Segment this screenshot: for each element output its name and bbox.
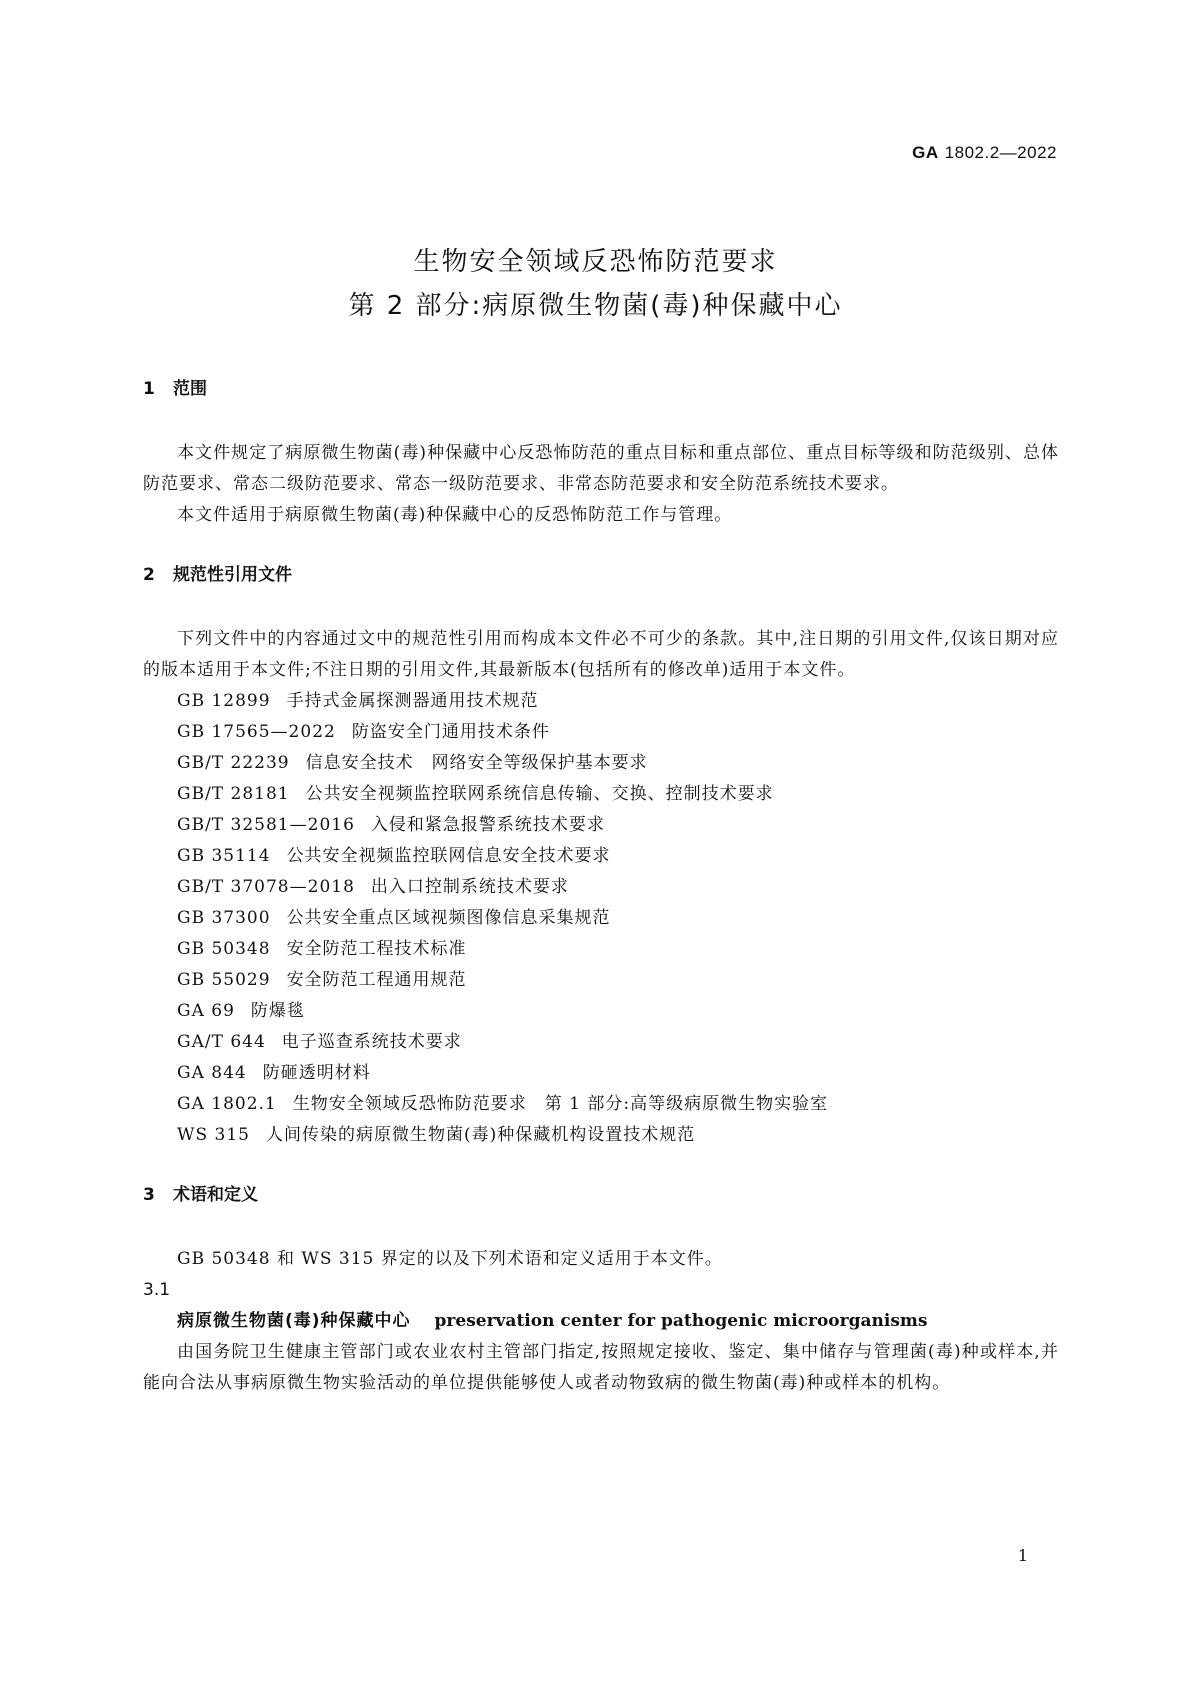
- reference-title: 手持式金属探测器通用技术规范: [286, 691, 539, 711]
- reference-title: 信息安全技术 网络安全等级保护基本要求: [305, 753, 648, 773]
- reference-item: [143, 1089, 1059, 1120]
- reference-code: GA 1802.1: [177, 1094, 277, 1114]
- reference-item: [143, 872, 1059, 903]
- reference-title: 公共安全视频监控联网信息安全技术要求: [286, 846, 611, 866]
- reference-code: GA/T 644: [177, 1032, 266, 1052]
- term-english: preservation center for pathogenic microorganisms: [434, 1311, 928, 1331]
- reference-code: GB 55029: [177, 970, 271, 990]
- reference-item: [143, 810, 1059, 841]
- reference-title: 出入口控制系统技术要求: [370, 877, 569, 897]
- standard-number: 1802.2—2022: [944, 143, 1057, 162]
- reference-title: 公共安全重点区域视频图像信息采集规范: [286, 908, 611, 928]
- reference-code: GB 50348: [177, 939, 271, 959]
- reference-code: GB/T 22239: [177, 753, 290, 773]
- reference-title: 安全防范工程技术标准: [286, 939, 467, 959]
- reference-title: 电子巡查系统技术要求: [281, 1032, 462, 1052]
- reference-title: 防砸透明材料: [262, 1063, 371, 1083]
- paragraph: 下列文件中的内容通过文中的规范性引用而构成本文件必不可少的条款。其中,注日期的引用文件,仅该日期对应的版本适用于本文件;不注日期的引用文件,其最新版本(包括所有的修改单)适用于本文件。: [143, 629, 1059, 680]
- standard-prefix: GA: [912, 143, 939, 162]
- reference-item: [143, 996, 1059, 1027]
- term-entry: [143, 1306, 1059, 1337]
- page-number: 1: [1017, 1546, 1028, 1565]
- reference-title: 入侵和紧急报警系统技术要求: [370, 815, 605, 835]
- reference-item: [143, 1058, 1059, 1089]
- section-heading-terms-definitions: [143, 1184, 1059, 1206]
- reference-title: 安全防范工程通用规范: [286, 970, 467, 990]
- reference-code: GB 35114: [177, 846, 271, 866]
- reference-title: 生物安全领域反恐怖防范要求 第 1 部分:高等级病原微生物实验室: [292, 1094, 829, 1114]
- reference-code: GB 17565—2022: [177, 722, 336, 742]
- reference-code: GB 37300: [177, 908, 271, 928]
- reference-code: GB 12899: [177, 691, 271, 711]
- paragraph: 本文件适用于病原微生物菌(毒)种保藏中心的反恐怖防范工作与管理。: [177, 505, 733, 525]
- reference-item: [143, 717, 1059, 748]
- section-title: 术语和定义: [173, 1185, 258, 1205]
- standard-code: [912, 143, 1057, 163]
- term-definition: 由国务院卫生健康主管部门或农业农村主管部门指定,按照规定接收、鉴定、集中储存与管理菌(毒)种或样本,并能向合法从事病原微生物实验活动的单位提供能够使人或者动物致病的微生物菌(毒)种或样本的机构。: [143, 1342, 1059, 1393]
- reference-list: [143, 686, 1059, 1151]
- reference-item: [143, 841, 1059, 872]
- reference-code: GB/T 28181: [177, 784, 290, 804]
- section-title: 规范性引用文件: [173, 565, 292, 585]
- reference-item: [143, 1027, 1059, 1058]
- document-title: [0, 240, 1191, 328]
- reference-title: 防盗安全门通用技术条件: [351, 722, 550, 742]
- title-line-2: 第 2 部分:病原微生物菌(毒)种保藏中心: [348, 291, 843, 321]
- section-heading-scope: [143, 378, 1059, 400]
- reference-item: [143, 903, 1059, 934]
- term-chinese: 病原微生物菌(毒)种保藏中心: [177, 1311, 411, 1331]
- document-body: [143, 378, 1059, 1399]
- reference-code: WS 315: [177, 1125, 250, 1145]
- reference-item: [143, 686, 1059, 717]
- paragraph: 本文件规定了病原微生物菌(毒)种保藏中心反恐怖防范的重点目标和重点部位、重点目标等级和防范级别、总体防范要求、常态二级防范要求、常态一级防范要求、非常态防范要求和安全防范系统技术要求。: [143, 443, 1059, 494]
- section-title: 范围: [173, 379, 207, 399]
- reference-title: 人间传染的病原微生物菌(毒)种保藏机构设置技术规范: [265, 1125, 696, 1145]
- reference-title: 公共安全视频监控联网系统信息传输、交换、控制技术要求: [305, 784, 774, 804]
- reference-code: GB/T 37078—2018: [177, 877, 355, 897]
- section-number: 1: [143, 379, 155, 399]
- title-line-1: 生物安全领域反恐怖防范要求: [413, 247, 778, 277]
- section-number: 2: [143, 565, 155, 585]
- reference-code: GB/T 32581—2016: [177, 815, 355, 835]
- reference-item: [143, 1120, 1059, 1151]
- term-number: 3.1: [143, 1280, 171, 1300]
- reference-item: [143, 779, 1059, 810]
- section-heading-normative-references: [143, 564, 1059, 586]
- reference-code: GA 844: [177, 1063, 247, 1083]
- section-number: 3: [143, 1185, 155, 1205]
- reference-code: GA 69: [177, 1001, 235, 1021]
- reference-item: [143, 748, 1059, 779]
- reference-item: [143, 934, 1059, 965]
- paragraph: GB 50348 和 WS 315 界定的以及下列术语和定义适用于本文件。: [177, 1249, 723, 1269]
- reference-title: 防爆毯: [250, 1001, 305, 1021]
- reference-item: [143, 965, 1059, 996]
